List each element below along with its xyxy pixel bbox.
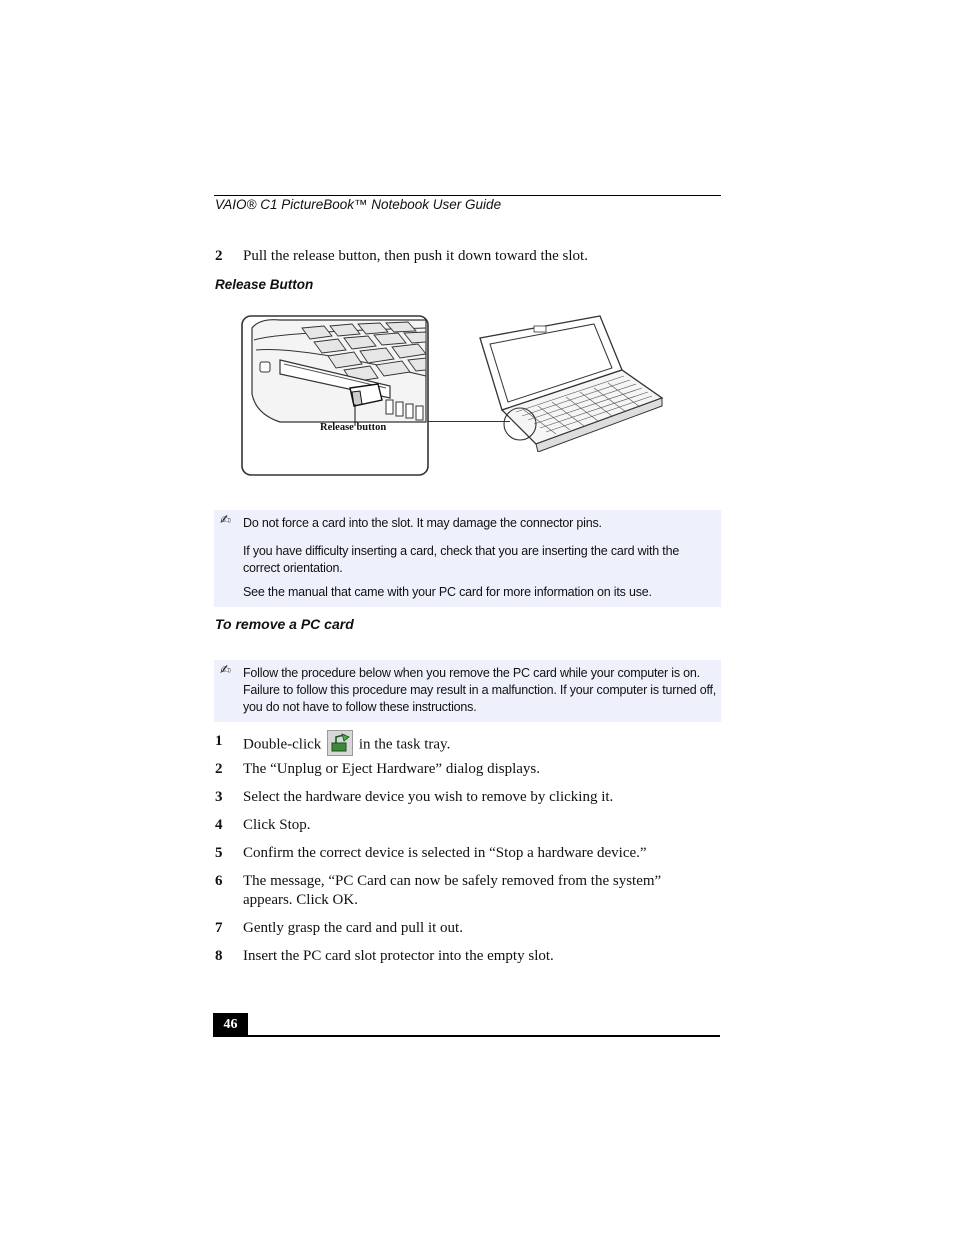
section-heading: To remove a PC card — [215, 616, 354, 632]
note-line: See the manual that came with your PC card for more information on its use. — [243, 585, 652, 599]
release-button-callout-label: Release button — [320, 422, 387, 433]
step-item — [215, 732, 715, 754]
header-rule — [214, 195, 721, 196]
step-number: 1 — [215, 733, 223, 749]
step-text: Confirm the correct device is selected in “Stop a hardware device.” — [243, 845, 647, 861]
step-text: Gently grasp the card and pull it out. — [243, 920, 463, 936]
step-number: 7 — [215, 920, 223, 936]
note-line: Do not force a card into the slot. It may damage the connector pins. — [243, 516, 602, 530]
step-text: Pull the release button, then push it down toward the slot. — [243, 248, 588, 264]
unplug-eject-hardware-icon[interactable] — [327, 730, 353, 756]
release-button-closeup-illustration — [240, 314, 430, 478]
step-number: 3 — [215, 789, 223, 805]
intro-step — [215, 247, 715, 267]
step-text: Click Stop. — [243, 817, 311, 833]
note-box-card-insertion — [214, 510, 721, 607]
step-item — [215, 788, 715, 808]
step-item — [215, 844, 715, 864]
step-number: 2 — [215, 248, 223, 264]
note-box-removal-warning — [214, 660, 721, 722]
note-text: Follow the procedure below when you remove the PC card while your computer is on. Failure to follow this procedure may result in a malfunction. If your computer is turned off, you do not have to follow these instructions. — [243, 666, 717, 714]
step-number: 6 — [215, 873, 223, 889]
step-text: Select the hardware device you wish to remove by clicking it. — [243, 789, 614, 805]
footer-rule — [213, 1035, 720, 1037]
step-number: 8 — [215, 948, 223, 964]
step-number: 5 — [215, 845, 223, 861]
step-text: Insert the PC card slot protector into the empty slot. — [243, 948, 554, 964]
step-text: Double-click — [243, 736, 322, 753]
step-number: 4 — [215, 817, 223, 833]
figure-caption: Release Button — [215, 277, 314, 292]
step-item — [215, 919, 715, 939]
step-item — [215, 816, 715, 836]
step-item — [215, 872, 715, 912]
page-number: 46 — [213, 1013, 248, 1037]
running-header: VAIO® C1 PictureBook™ Notebook User Guide — [215, 197, 502, 212]
laptop-overview-illustration — [476, 312, 666, 452]
step-text: in the task tray. — [358, 736, 451, 753]
step-item — [215, 760, 715, 780]
pencil-note-icon: ✍ — [220, 513, 231, 528]
step-number: 2 — [215, 761, 223, 777]
step-text: The message, “PC Card can now be safely removed from the system” appears. Click OK. — [243, 873, 662, 908]
note-line: If you have difficulty inserting a card, check that you are inserting the card with the correct orientation. — [243, 544, 680, 575]
pencil-note-icon: ✍ — [220, 663, 231, 678]
step-text: The “Unplug or Eject Hardware” dialog displays. — [243, 761, 540, 777]
step-item — [215, 947, 715, 967]
